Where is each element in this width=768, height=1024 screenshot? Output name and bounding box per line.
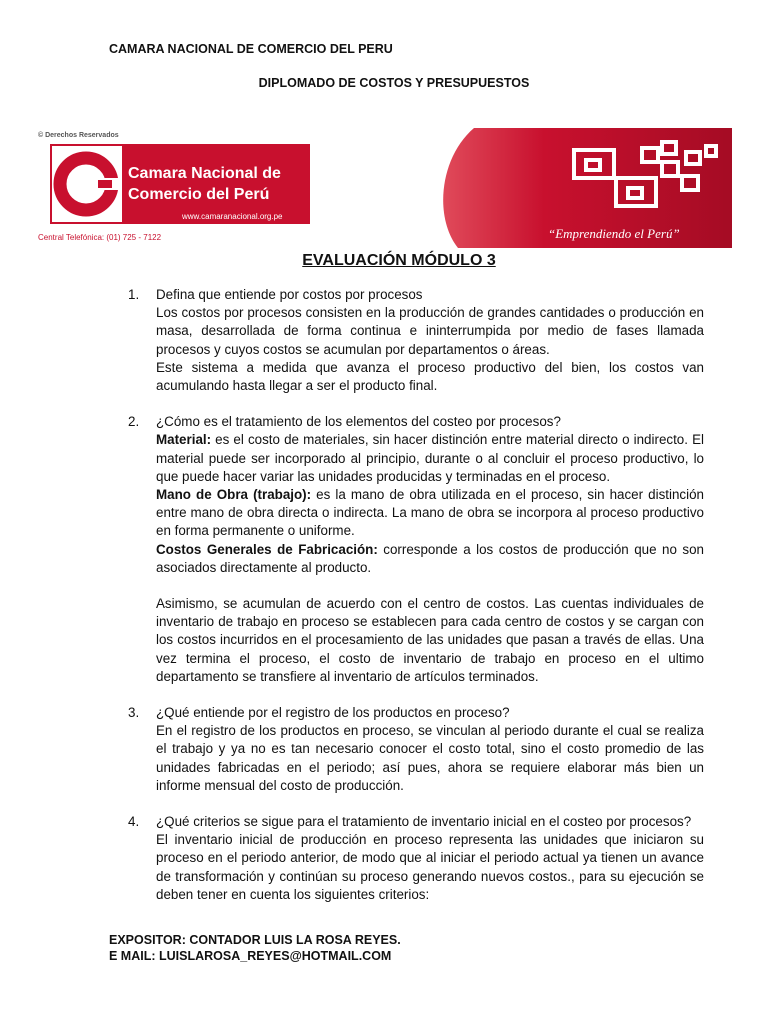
phone-text: Central Telefónica: (01) 725 - 7122 <box>38 233 162 242</box>
answer-paragraph <box>156 541 704 577</box>
slogan-text: “Emprendiendo el Perú” <box>548 226 680 241</box>
question-text: ¿Qué criterios se sigue para el tratamiento de inventario inicial en el costeo por procesos? <box>156 814 692 830</box>
email-line: E MAIL: LUISLAROSA_REYES@HOTMAIL.COM <box>109 949 392 963</box>
question-number: 3. <box>128 705 140 721</box>
header-course-name: DIPLOMADO DE COSTOS Y PRESUPUESTOS <box>258 76 530 90</box>
question-number: 4. <box>128 814 140 830</box>
org-name-line2: Comercio del Perú <box>128 186 270 203</box>
header-org-name: CAMARA NACIONAL DE COMERCIO DEL PERU <box>109 42 393 56</box>
answer-paragraph: Los costos por procesos consisten en la producción de grandes cantidades o producción en masa, desarrollada de forma continua e ininterrumpida por medio de fases llamada procesos y cuyos costos se acumulan por departamentos o áreas. <box>156 305 704 357</box>
answer-paragraph: Este sistema a medida que avanza el proceso productivo del bien, los costos van acumulando hasta llegar a ser el producto final. <box>156 359 704 394</box>
page-title: EVALUACIÓN MÓDULO 3 <box>302 252 496 269</box>
answer-paragraph: El inventario inicial de producción en proceso representa las unidades que iniciaron su proceso en el periodo anterior, de modo que al iniciar el periodo actual ya tienen un avance de transformación y continúan su proceso generando nuevos costos., para su ejecución se deben tener en cuenta los siguientes criterios: <box>156 832 704 902</box>
footer <box>109 932 401 964</box>
chamber-banner <box>34 128 732 248</box>
question-number: 1. <box>128 287 140 302</box>
website-text: www.camaranacional.org.pe <box>182 212 283 221</box>
question-item <box>128 813 704 904</box>
expositor-line: EXPOSITOR: CONTADOR LUIS LA ROSA REYES. <box>109 933 401 947</box>
term-definition: es el costo de materiales, sin hacer distinción entre material directo o indirecto. El material puede ser incorporado al principio, durante o al concluir el proceso productivo, lo que puede hacer variar las unidades producidas y terminadas en el proceso. <box>156 432 704 484</box>
org-name-line1: Camara Nacional de <box>128 165 281 182</box>
question-item <box>128 413 704 686</box>
term-label: Material: <box>156 432 212 448</box>
question-text: Defina que entiende por costos por procesos <box>156 287 423 302</box>
answer-paragraph: En el registro de los productos en proceso, se vinculan al periodo durante el cual se realiza el trabajo y ya no es tan necesario conocer el costo total, sino el costo promedio de las unidades fabricadas en el periodo; así pues, ahora se requiere elaborar más bien un informe mensual del costo de producción. <box>156 723 704 793</box>
answer-paragraph: Asimismo, se acumulan de acuerdo con el centro de costos. Las cuentas individuales de inventario de trabajo en proceso se establecen para cada centro de costos y se cargan con los costos incurridos en el procesamiento de las unidades que pasan a través de ellas. Una vez termina el proceso, el costo de inventario de trabajo en proceso en el ultimo departamento se transfiere al inventario de artículos terminados. <box>156 596 704 684</box>
rights-text: © Derechos Reservados <box>38 132 119 139</box>
answer-paragraph <box>156 431 704 486</box>
question-item <box>128 286 704 395</box>
question-item <box>128 704 704 795</box>
question-number: 2. <box>128 414 140 430</box>
questions-list <box>128 286 704 904</box>
answer-paragraph <box>156 486 704 541</box>
term-label: Costos Generales de Fabricación: <box>156 541 378 557</box>
question-text: ¿Cómo es el tratamiento de los elementos del costeo por procesos? <box>156 414 561 430</box>
term-definition: es la mano de obra utilizada en el proceso, sin hacer distinción entre mano de obra directa o indirecta. La mano de obra se incorpora al proceso productivo en forma permanente o uniforme. <box>156 487 704 539</box>
term-label: Mano de Obra (trabajo): <box>156 487 312 503</box>
question-text: ¿Qué entiende por el registro de los productos en proceso? <box>156 705 510 721</box>
term-definition: corresponde a los costos de producción que no son asociados directamente al producto. <box>156 541 704 575</box>
